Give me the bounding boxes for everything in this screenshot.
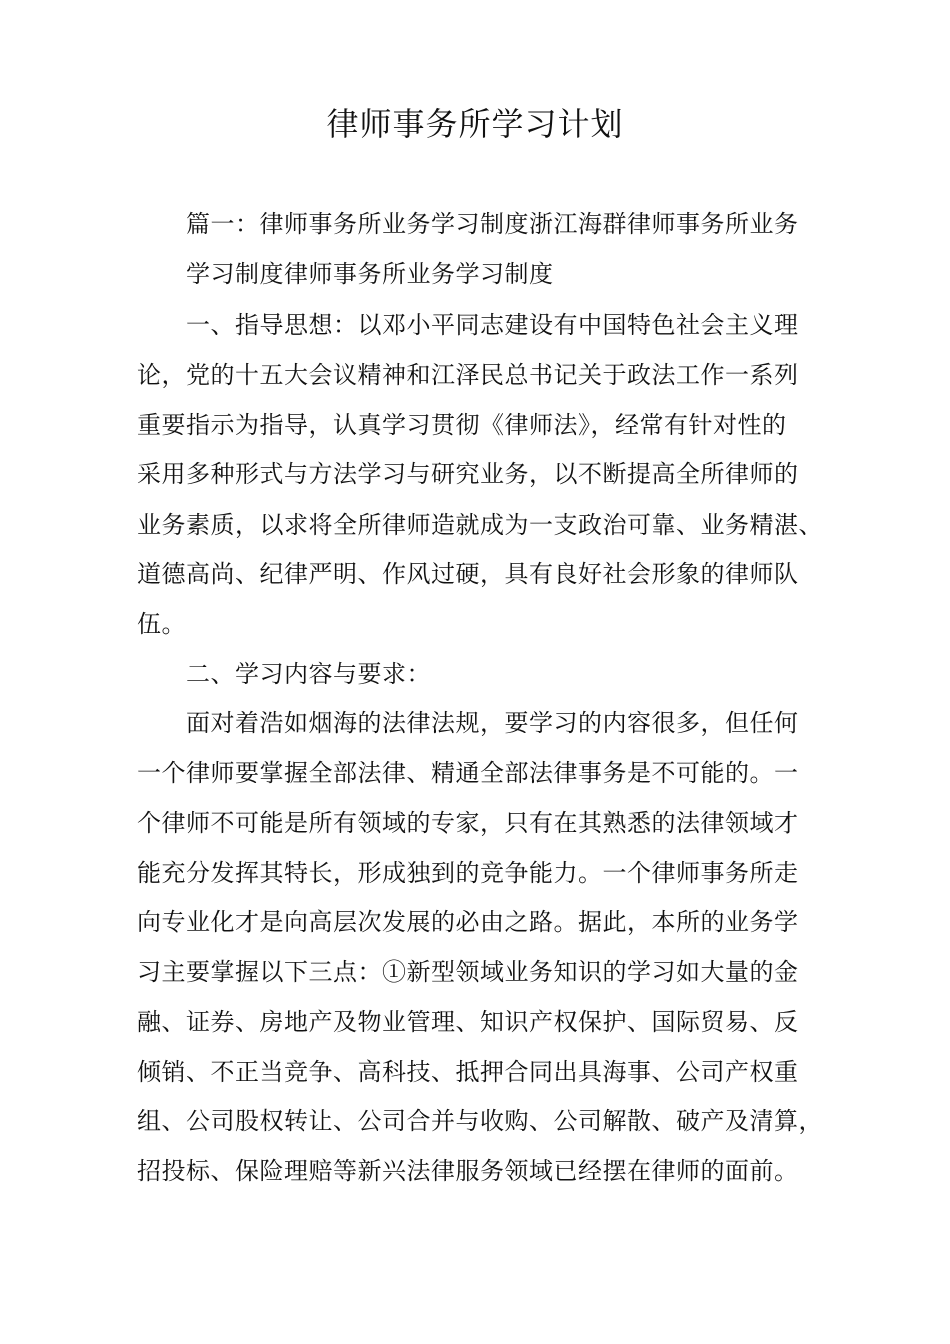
paragraph-line: 道德高尚、纪律严明、作风过硬，具有良好社会形象的律师队 xyxy=(137,560,799,588)
paragraph-line: 伍。 xyxy=(137,610,186,638)
paragraph-line: 面对着浩如烟海的法律法规，要学习的内容很多，但任何 xyxy=(186,709,799,737)
paragraph-line: 篇一：律师事务所业务学习制度浙江海群律师事务所业务 xyxy=(186,210,799,238)
paragraph-line: 重要指示为指导，认真学习贯彻《律师法》，经常有针对性的 xyxy=(137,411,787,439)
paragraph-line: 习主要掌握以下三点：①新型领域业务知识的学习如大量的金 xyxy=(137,958,799,986)
paragraph-line: 业务素质，以求将全所律师造就成为一支政治可靠、业务精湛、 xyxy=(137,511,823,539)
document-title: 律师事务所学习计划 xyxy=(326,105,624,143)
section-heading: 二、学习内容与要求： xyxy=(186,660,431,688)
paragraph-line: 融、证券、房地产及物业管理、知识产权保护、国际贸易、反 xyxy=(137,1008,799,1036)
paragraph-line: 一、指导思想：以邓小平同志建设有中国特色社会主义理 xyxy=(186,311,799,339)
paragraph-line: 学习制度律师事务所业务学习制度 xyxy=(186,260,554,288)
paragraph-line: 能充分发挥其特长，形成独到的竞争能力。一个律师事务所走 xyxy=(137,859,799,887)
paragraph-line: 组、公司股权转让、公司合并与收购、公司解散、破产及清算， xyxy=(137,1107,823,1135)
paragraph-line: 论，党的十五大会议精神和江泽民总书记关于政法工作一系列 xyxy=(137,361,799,389)
paragraph-line: 招投标、保险理赔等新兴法律服务领域已经摆在律师的面前。 xyxy=(137,1157,799,1185)
paragraph-line: 倾销、不正当竞争、高科技、抵押合同出具海事、公司产权重 xyxy=(137,1058,799,1086)
paragraph-line: 一个律师要掌握全部法律、精通全部法律事务是不可能的。一 xyxy=(137,759,799,787)
paragraph-line: 个律师不可能是所有领域的专家，只有在其熟悉的法律领域才 xyxy=(137,809,799,837)
paragraph-line: 采用多种形式与方法学习与研究业务，以不断提高全所律师的 xyxy=(137,460,799,488)
paragraph-line: 向专业化才是向高层次发展的必由之路。据此，本所的业务学 xyxy=(137,908,799,936)
